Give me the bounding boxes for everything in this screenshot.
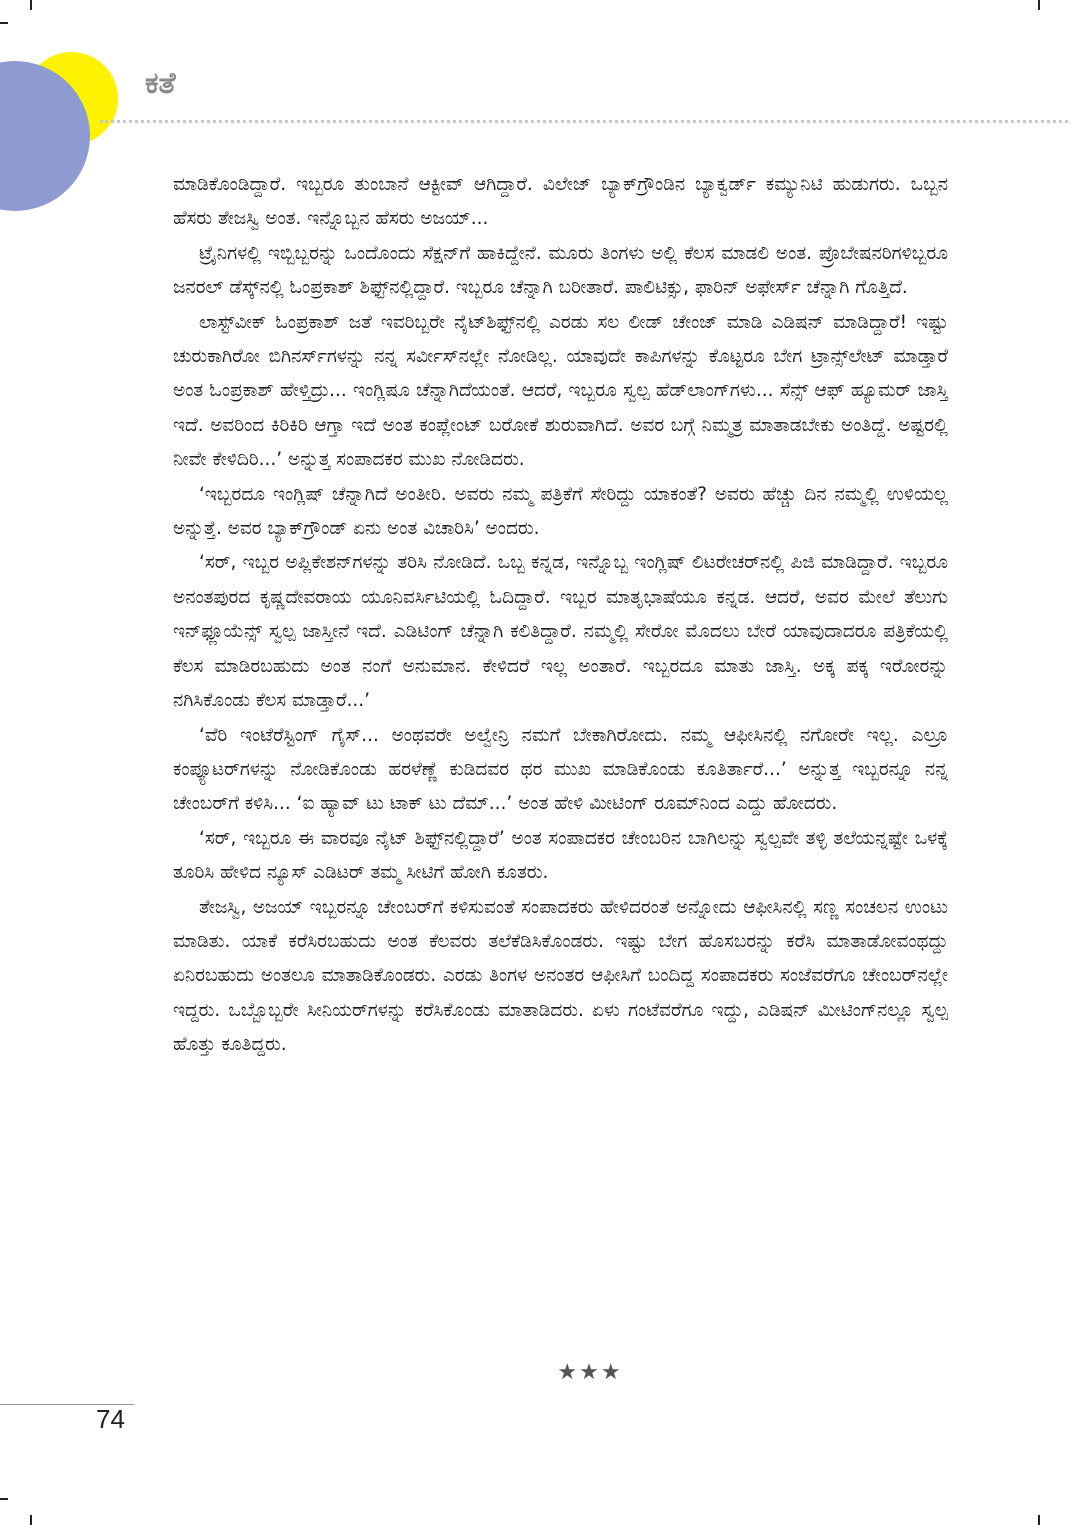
header-dotted-rule [100,120,1068,123]
crop-mark-bottom-left [30,1515,32,1525]
crop-mark-bottom-right [1038,1515,1040,1525]
crop-mark-top-left [30,0,32,10]
paragraph: ಮಾಡಿಕೊಂಡಿದ್ದಾರೆ. ಇಬ್ಬರೂ ತುಂಬಾನೆ ಆಕ್ಟೀವ್ ಆಗಿದ್ದಾರೆ. ವಿಲೇಜ್ ಬ್ಯಾಕ್‌ಗ್ರೌಂಡಿನ ಬ್ಯಾಕ್ವರ್ಡ್ ಕಮ್ಯುನಿಟಿ ಹುಡುಗರು. ಒಬ್ಬನ ಹೆಸರು ತೇಜಸ್ವಿ ಅಂತ. ಇನ್ನೊಬ್ಬನ ಹೆಸರು ಅಜಯ್... [173,174,948,230]
crop-mark-top-right [1038,0,1040,10]
paragraph: ‘ಸರ್, ಇಬ್ಬರ ಅಪ್ಲಿಕೇಶನ್‌ಗಳನ್ನು ತರಿಸಿ ನೋಡಿದೆ. ಒಬ್ಬ ಕನ್ನಡ, ಇನ್ನೊಬ್ಬ ಇಂಗ್ಲಿಷ್ ಲಿಟರೇಚರ್‌ನಲ್ಲಿ ಪಿಜಿ ಮಾಡಿದ್ದಾರೆ. ಇಬ್ಬರೂ ಅನಂತಪುರದ ಕೃಷ್ಣದೇವರಾಯ ಯೂನಿವರ್ಸಿಟಿಯಲ್ಲಿ ಓದಿದ್ದಾರೆ. ಇಬ್ಬರ ಮಾತೃಭಾಷೆಯೂ ಕನ್ನಡ. ಆದರೆ, ಅವರ ಮೇಲೆ ತೆಲುಗು ಇನ್‌ಫ್ಲೂಯೆನ್ಸ್ ಸ್ವಲ್ಪ ಜಾಸ್ತೀನೆ ಇದೆ. ಎಡಿಟಿಂಗ್ ಚೆನ್ನಾಗಿ ಕಲಿತಿದ್ದಾರೆ. ನಮ್ಮಲ್ಲಿ ಸೇರೋ ಮೊದಲು ಬೇರೆ ಯಾವುದಾದರೂ ಪತ್ರಿಕೆಯಲ್ಲಿ ಕೆಲಸ ಮಾಡಿರಬಹುದು ಅಂತ ನಂಗೆ ಅನುಮಾನ. ಕೇಳಿದರೆ ಇಲ್ಲ ಅಂತಾರೆ. ಇಬ್ಬರದೂ ಮಾತು ಜಾಸ್ತಿ. ಅಕ್ಕ ಪಕ್ಕ ಇರೋರನ್ನು ನಗಿಸಿಕೊಂಡು ಕೆಲಸ ಮಾಡ್ತಾರೆ...’ [173,552,948,712]
crop-mark-left-upper [0,22,8,24]
paragraph: ತೇಜಸ್ವಿ, ಅಜಯ್ ಇಬ್ಬರನ್ನೂ ಚೇಂಬರ್‌ಗೆ ಕಳಿಸುವಂತೆ ಸಂಪಾದಕರು ಹೇಳಿದರಂತೆ ಅನ್ನೋದು ಆಫೀಸಿನಲ್ಲಿ ಸಣ್ಣ ಸಂಚಲನ ಉಂಟು ಮಾಡಿತು. ಯಾಕೆ ಕರೆಸಿರಬಹುದು ಅಂತ ಕೆಲವರು ತಲೆಕೆಡಿಸಿಕೊಂಡರು. ಇಷ್ಟು ಬೇಗ ಹೊಸಬರನ್ನು ಕರೆಸಿ ಮಾತಾಡೋವಂಥದ್ದು ಏನಿರಬಹುದು ಅಂತಲೂ ಮಾತಾಡಿಕೊಂಡರು. ಎರಡು ತಿಂಗಳ ಅನಂತರ ಆಫೀಸಿಗೆ ಬಂದಿದ್ದ ಸಂಪಾದಕರು ಸಂಜೆವರೆಗೂ ಚೇಂಬರ್‌ನಲ್ಲೇ ಇದ್ದರು. ಒಬ್ಬೊಬ್ಬರೇ ಸೀನಿಯರ್‌ಗಳನ್ನು ಕರೆಸಿಕೊಂಡು ಮಾತಾಡಿದರು. ಏಳು ಗಂಟೆವರೆಗೂ ಇದ್ದು, ಎಡಿಷನ್ ಮೀಟಿಂಗ್‌ನಲ್ಲೂ ಸ್ವಲ್ಪ ಹೊತ್ತು ಕೂತಿದ್ದರು. [173,896,948,1056]
paragraph: ‘ಸರ್, ಇಬ್ಬರೂ ಈ ವಾರವೂ ನೈಟ್ ಶಿಫ್ಟ್‌ನಲ್ಲಿದ್ದಾರೆ’ ಅಂತ ಸಂಪಾದಕರ ಚೇಂಬರಿನ ಬಾಗಿಲನ್ನು ಸ್ವಲ್ಪವೇ ತಳ್ಳಿ ತಲೆಯನ್ನಷ್ಟೇ ಒಳಕ್ಕೆ ತೂರಿಸಿ ಹೇಳಿದ ನ್ಯೂಸ್ ಎಡಿಟರ್ ತಮ್ಮ ಸೀಟಿಗೆ ಹೋಗಿ ಕೂತರು. [173,827,948,884]
section-divider-stars: ★★★ [557,1360,623,1385]
paragraph: ‘ಇಬ್ಬರದೂ ಇಂಗ್ಲಿಷ್ ಚೆನ್ನಾಗಿದೆ ಅಂತೀರಿ. ಅವರು ನಮ್ಮ ಪತ್ರಿಕೆಗೆ ಸೇರಿದ್ದು ಯಾಕಂತೆ? ಅವರು ಹೆಚ್ಚು ದಿನ ನಮ್ಮಲ್ಲಿ ಉಳಿಯಲ್ಲ ಅನ್ನುತ್ತೆ. ಅವರ ಬ್ಯಾಕ್‌ಗ್ರೌಂಡ್ ಏನು ಅಂತ ವಿಚಾರಿಸಿ’ ಅಂದರು. [173,483,948,540]
page-number: 74 [96,1404,125,1434]
story-body [173,168,948,1063]
paragraph: ಟ್ರೈನಿಗಳಲ್ಲಿ ಇಬ್ಬಿಬ್ಬರನ್ನು ಒಂದೊಂದು ಸೆಕ್ಷನ್‌ಗೆ ಹಾಕಿದ್ದೇನೆ. ಮೂರು ತಿಂಗಳು ಅಲ್ಲಿ ಕೆಲಸ ಮಾಡಲಿ ಅಂತ. ಪ್ರೊಬೇಷನರಿಗಳಿಬ್ಬರೂ ಜನರಲ್ ಡೆಸ್ಕ್‌ನಲ್ಲಿ ಓಂಪ್ರಕಾಶ್ ಶಿಫ್ಟ್‌ನಲ್ಲಿದ್ದಾರೆ. ಇಬ್ಬರೂ ಚೆನ್ನಾಗಿ ಬರೀತಾರೆ. ಪಾಲಿಟಿಕ್ಸು, ಫಾರಿನ್ ಅಫೇರ್ಸ್ ಚೆನ್ನಾಗಿ ಗೊತ್ತಿದೆ. [173,242,948,299]
paragraph: ಲಾಸ್ಟ್‌ವೀಕ್ ಓಂಪ್ರಕಾಶ್ ಜತೆ ಇವರಿಬ್ಬರೇ ನೈಟ್‌ಶಿಫ್ಟ್‌ನಲ್ಲಿ ಎರಡು ಸಲ ಲೀಡ್ ಚೇಂಜ್ ಮಾಡಿ ಎಡಿಷನ್ ಮಾಡಿದ್ದಾರೆ! ಇಷ್ಟು ಚುರುಕಾಗಿರೋ ಬಿಗಿನರ್ಸ್‌ಗಳನ್ನು ನನ್ನ ಸರ್ವೀಸ್‌ನಲ್ಲೇ ನೋಡಿಲ್ಲ. ಯಾವುದೇ ಕಾಪಿಗಳನ್ನು ಕೊಟ್ಟರೂ ಬೇಗ ಟ್ರಾನ್ಸ್‌ಲೇಟ್ ಮಾಡ್ತಾರೆ ಅಂತ ಓಂಪ್ರಕಾಶ್ ಹೇಳ್ತಿದ್ರು... ಇಂಗ್ಲಿಷೂ ಚೆನ್ನಾಗಿದೆಯಂತೆ. ಆದರೆ, ಇಬ್ಬರೂ ಸ್ವಲ್ಪ ಹೆಡ್‌ಲಾಂಗ್‌ಗಳು... ಸೆನ್ಸ್ ಆಫ್ ಹ್ಯೂಮರ್ ಜಾಸ್ತಿ ಇದೆ. ಅವರಿಂದ ಕಿರಿಕಿರಿ ಆಗ್ತಾ ಇದೆ ಅಂತ ಕಂಪ್ಲೇಂಟ್ ಬರೋಕೆ ಶುರುವಾಗಿದೆ. ಅವರ ಬಗ್ಗೆ ನಿಮ್ಮತ್ರ ಮಾತಾಡಬೇಕು ಅಂತಿದ್ದೆ. ಅಷ್ಟರಲ್ಲಿ ನೀವೇ ಕೇಳಿದಿರಿ...’ ಅನ್ನುತ್ತ ಸಂಪಾದಕರ ಮುಖ ನೋಡಿದರು. [173,311,948,471]
section-title: ಕತೆ [145,66,176,101]
crop-mark-left-lower [0,1498,8,1500]
paragraph: ‘ವೆರಿ ಇಂಟೆರೆಸ್ಟಿಂಗ್ ಗೈಸ್... ಅಂಥವರೇ ಅಲ್ವೇನ್ರಿ ನಮಗೆ ಬೇಕಾಗಿರೋದು. ನಮ್ಮ ಆಫೀಸಿನಲ್ಲಿ ನಗೋರೇ ಇಲ್ಲ. ಎಲ್ರೂ ಕಂಪ್ಯೂಟರ್‌ಗಳನ್ನು ನೋಡಿಕೊಂಡು ಹರಳೆಣ್ಣೆ ಕುಡಿದವರ ಥರ ಮುಖ ಮಾಡಿಕೊಂಡು ಕೂತಿರ್ತಾರೆ...’ ಅನ್ನುತ್ತ ಇಬ್ಬರನ್ನೂ ನನ್ನ ಚೇಂಬರ್‌ಗೆ ಕಳಿಸಿ... ‘ಐ ಹ್ಯಾವ್ ಟು ಟಾಕ್ ಟು ದೆಮ್...’ ಅಂತ ಹೇಳಿ ಮೀಟಿಂಗ್ ರೂಮ್‌ನಿಂದ ಎದ್ದು ಹೋದರು. [173,724,948,815]
